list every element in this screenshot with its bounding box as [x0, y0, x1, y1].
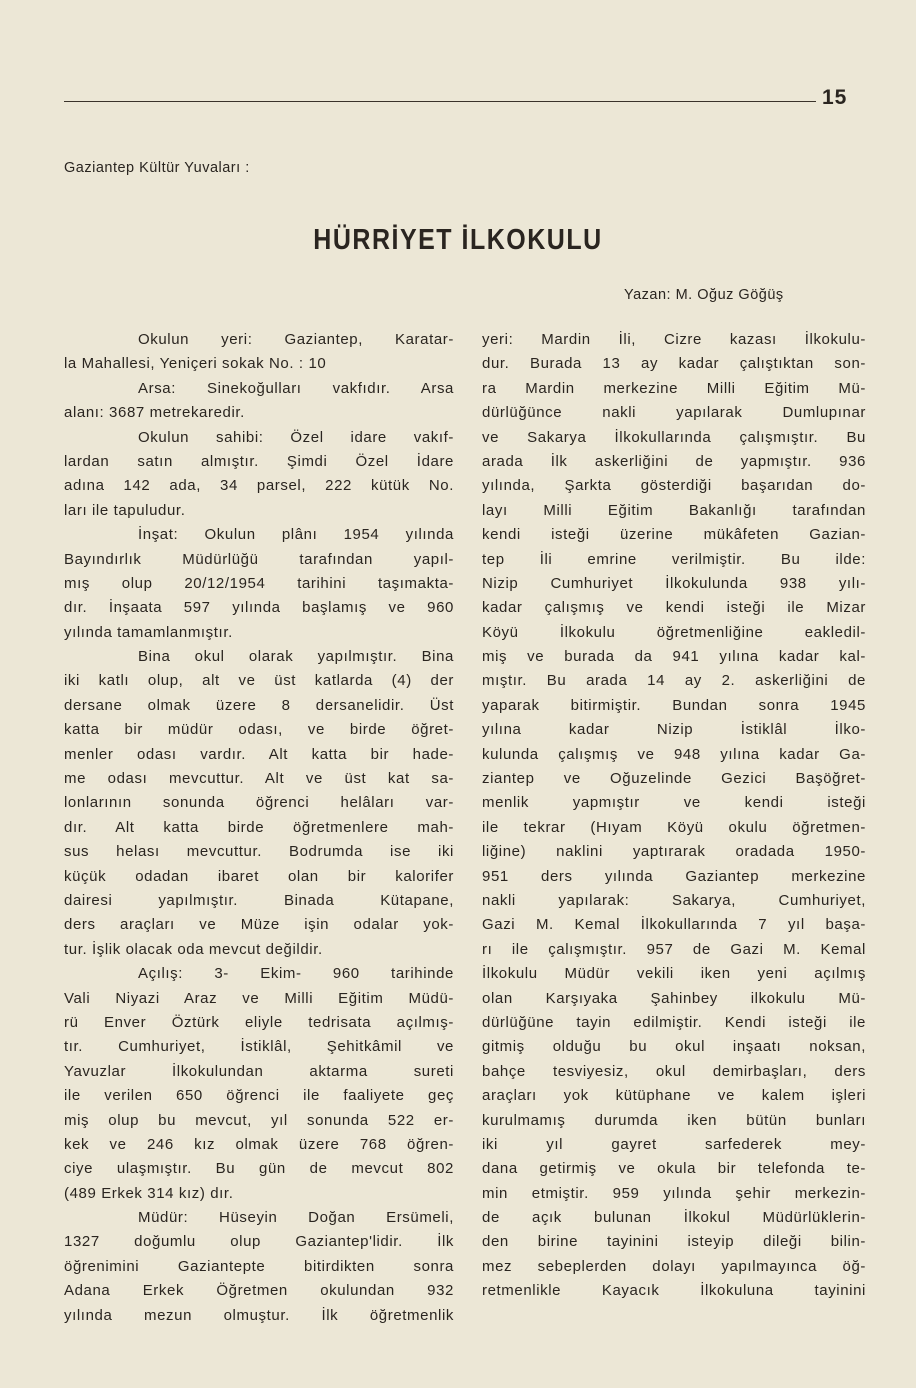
article-title: HÜRRİYET İLKOKULU — [313, 223, 603, 257]
text-line: Gazi M. Kemal İlkokullarında 7 yıl başa- — [482, 916, 866, 934]
text-line: alanı: 3687 metrekaredir. — [64, 404, 245, 422]
text-line: iki katlı olup, alt ve üst katlarda (4) der — [64, 672, 454, 690]
text-line: tır. Cumhuriyet, İstiklâl, Şehitkâmil ve — [64, 1038, 454, 1056]
text-line: yeri: Mardin İli, Cizre kazası İlkokulu- — [482, 331, 866, 348]
text-line: ve Sakarya İlkokullarında çalışmıştır. Bu — [482, 428, 866, 446]
text-line: ra Mardin merkezine Milli Eğitim Mü- — [482, 379, 866, 397]
byline: Yazan: M. Oğuz Göğüş — [624, 287, 784, 303]
text-line: kadar çalışmış ve kendi isteği ile Mizar — [482, 599, 866, 617]
text-line: katta bir müdür odası, ve birde öğret- — [64, 721, 454, 739]
text-line: Vali Niyazi Araz ve Milli Eğitim Müdü- — [64, 989, 454, 1007]
text-line: kulunda çalışmış ve 948 yılına kadar Ga- — [482, 745, 866, 763]
text-line: ları ile tapuludur. — [64, 501, 186, 519]
text-line: layı Milli Eğitim Bakanlığı tarafından — [482, 501, 866, 519]
text-line: İlkokulu Müdür vekili iken yeni açılmış — [482, 965, 866, 983]
text-line: Adana Erkek Öğretmen okulundan 932 — [64, 1282, 454, 1300]
text-line: sus helası mevcuttur. Bodrumda ise iki — [64, 843, 454, 861]
text-line: yaparak bitirmiştir. Bundan sonra 1945 — [482, 696, 866, 714]
text-line: min etmiştir. 959 yılında şehir merkezin- — [482, 1184, 866, 1202]
text-line: olan Karşıyaka Şahinbey ilkokulu Mü- — [482, 989, 866, 1007]
text-line: lardan satın almıştır. Şimdi Özel İdare — [64, 452, 454, 470]
text-line: bahçe tesviyesiz, okul demirbaşları, ders — [482, 1062, 866, 1080]
text-line: Bayındırlık Müdürlüğü tarafından yapıl- — [64, 550, 454, 568]
text-line: me odası mevcuttur. Alt ve üst kat sa- — [64, 770, 454, 788]
text-line: Okulun sahibi: Özel idare vakıf- — [138, 428, 454, 446]
text-line: ders araçları ve Müze işin odalar yok- — [64, 916, 454, 934]
page-number: 15 — [822, 86, 848, 109]
text-line: Nizip Cumhuriyet İlkokulunda 938 yılı- — [482, 574, 866, 592]
text-line: dairesi yapılmıştır. Binada Kütapane, — [64, 891, 454, 909]
text-line: 951 ders yılında Gaziantep merkezine — [482, 867, 866, 885]
text-line: Arsa: Sinekoğulları vakfıdır. Arsa — [138, 379, 454, 397]
text-line: Bina okul olarak yapılmıştır. Bina — [138, 648, 454, 666]
text-line: lonlarının sonunda öğrenci helâları var- — [64, 794, 454, 812]
text-line: liğine) naklini yaptırarak oradada 1950- — [482, 843, 866, 861]
text-line: menler odası vardır. Alt katta bir hade- — [64, 745, 454, 763]
text-line: dır. İnşaata 597 yılında başlamış ve 960 — [64, 599, 454, 617]
text-line: miş olup bu mevcut, yıl sonunda 522 er- — [64, 1111, 454, 1129]
header-rule — [64, 101, 816, 102]
text-line: ile verilen 650 öğrenci ile faaliyete geç — [64, 1087, 454, 1105]
text-line: mış olup 20/12/1954 tarihini taşımakta- — [64, 574, 454, 592]
text-line: den birine tayinini isteyip dileği bilin- — [482, 1233, 866, 1251]
text-line: rü Enver Öztürk eliyle tedrisata açılmış- — [64, 1013, 454, 1031]
text-line: kek ve 246 kız olmak üzere 768 öğren- — [64, 1135, 454, 1153]
text-line: dana getirmiş ve okula bir telefonda te- — [482, 1160, 866, 1178]
text-line: rı ile çalışmıştır. 957 de Gazi M. Kemal — [482, 940, 866, 958]
text-line: Müdür: Hüseyin Doğan Ersümeli, — [138, 1209, 454, 1227]
text-line: tep İli emrine verilmiştir. Bu ilde: — [482, 550, 866, 568]
text-line: miş ve burada da 941 yılına kadar kal- — [482, 648, 866, 666]
text-line: mez sebeplerden dolayı yapılmayınca öğ- — [482, 1257, 866, 1275]
text-line: dersane olmak üzere 8 dersanelidir. Üst — [64, 696, 454, 714]
text-line: iki yıl gayret sarfederek mey- — [482, 1135, 866, 1153]
text-line: (489 Erkek 314 kız) dır. — [64, 1184, 234, 1202]
text-line: kendi isteği üzerine mükâfeten Gazian- — [482, 526, 866, 544]
text-line: Açılış: 3- Ekim- 960 tarihinde — [138, 965, 454, 983]
text-line: yılında, Şarkta gösterdiği başarıdan do- — [482, 477, 866, 495]
text-line: araçları yok kütüphane ve kalem işleri — [482, 1087, 866, 1105]
text-line: Okulun yeri: Gaziantep, Karatar- — [138, 331, 454, 348]
text-line: 1327 doğumlu olup Gaziantep'lidir. İlk — [64, 1233, 454, 1251]
text-line: nakli yapılarak: Sakarya, Cumhuriyet, — [482, 891, 866, 909]
text-line: dürlüğüne tayin edilmiştir. Kendi isteği ile — [482, 1013, 866, 1031]
text-line: yılında mezun olmuştur. İlk öğretmenlik — [64, 1306, 454, 1324]
text-line: tur. İşlik olacak oda mevcut değildir. — [64, 940, 323, 958]
text-line: yılında tamamlanmıştır. — [64, 623, 233, 641]
text-line: adına 142 ada, 34 parsel, 222 kütük No. — [64, 477, 454, 495]
text-line: yılına kadar Nizip İstiklâl İlko- — [482, 721, 866, 739]
text-line: arada İlk askerliğini de yapmıştır. 936 — [482, 452, 866, 470]
text-line: dur. Burada 13 ay kadar çalıştıktan son- — [482, 355, 866, 373]
text-line: dır. Alt katta birde öğretmenlere mah- — [64, 818, 454, 836]
text-line: gitmiş olduğu bu okul inşaatı noksan, — [482, 1038, 866, 1056]
right-column — [482, 328, 866, 1304]
text-line: la Mahallesi, Yeniçeri sokak No. : 10 — [64, 355, 327, 373]
text-line: Yavuzlar İlkokulundan aktarma sureti — [64, 1062, 454, 1080]
text-line: ile tekrar (Hıyam Köyü okulu öğretmen- — [482, 818, 866, 836]
text-line: küçük odadan ibaret olan bir kalorifer — [64, 867, 454, 885]
left-column — [64, 328, 454, 1328]
series-title: Gaziantep Kültür Yuvaları : — [64, 160, 250, 176]
text-line: kurulmamış durumda iken bütün bunları — [482, 1111, 866, 1129]
text-line: ziantep ve Oğuzelinde Gezici Başöğret- — [482, 770, 866, 788]
text-line: öğrenimini Gaziantepte bitirdikten sonra — [64, 1257, 454, 1275]
text-line: İnşat: Okulun plânı 1954 yılında — [138, 526, 454, 544]
text-line: menlik yapmıştır ve kendi isteği — [482, 794, 866, 812]
text-line: retmenlikle Kayacık İlkokuluna tayinini — [482, 1282, 866, 1300]
text-line: de açık bulunan İlkokul Müdürlüklerin- — [482, 1209, 866, 1227]
text-line: dürlüğünce nakli yapılarak Dumlupınar — [482, 404, 866, 422]
text-line: Köyü İlkokulu öğretmenliğine eakledil- — [482, 623, 866, 641]
text-line: mıştır. Bu arada 14 ay 2. askerliğini de — [482, 672, 866, 690]
text-line: ciye ulaşmıştır. Bu gün de mevcut 802 — [64, 1160, 454, 1178]
